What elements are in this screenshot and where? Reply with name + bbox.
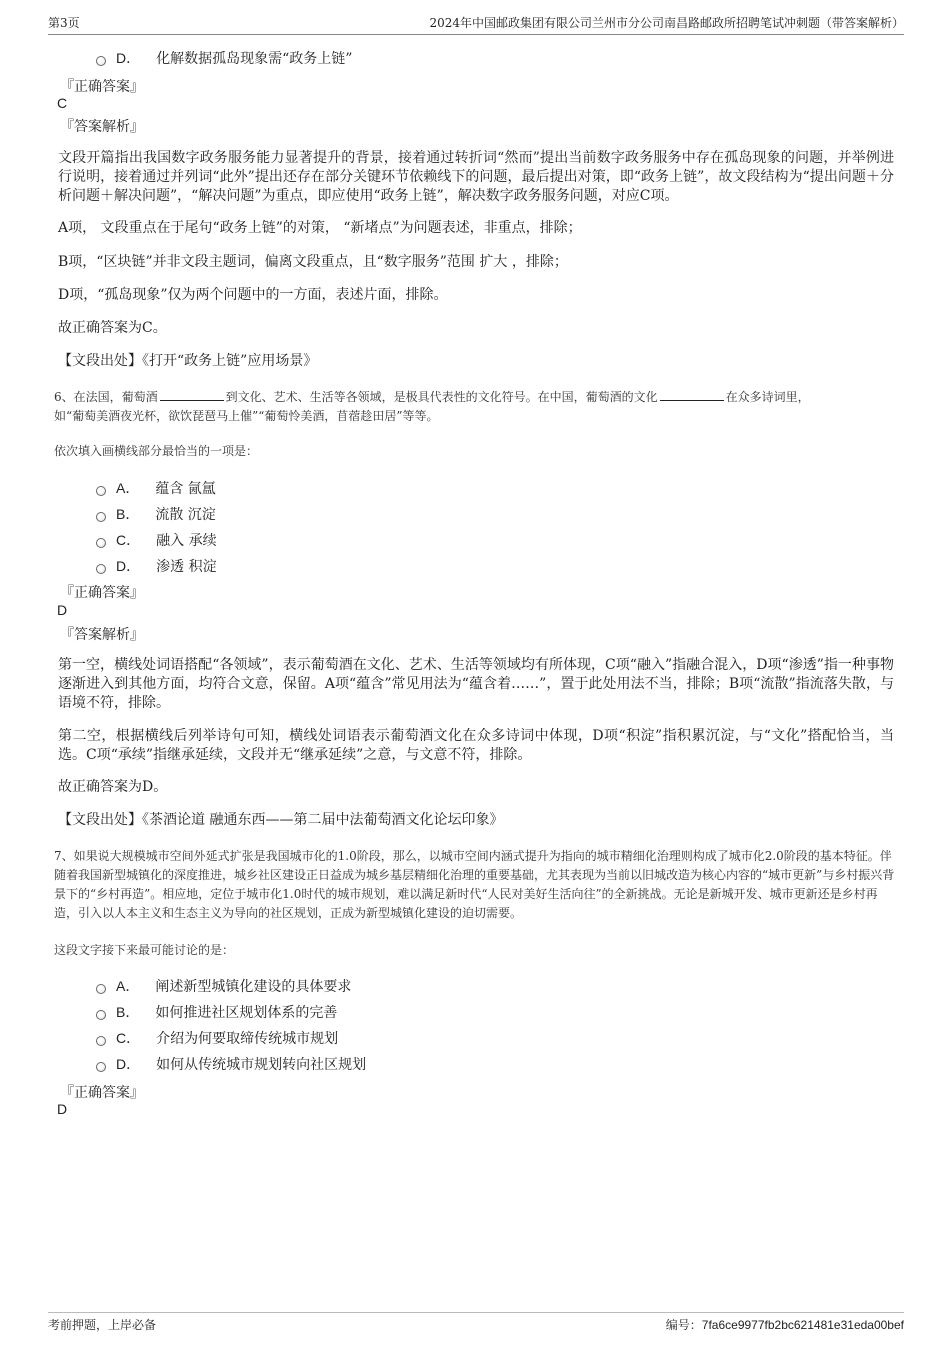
q6-option-a[interactable] — [96, 478, 216, 498]
footer-code — [666, 1316, 904, 1333]
q5-analysis-para-4: D项，“孤岛现象”仅为两个问题中的一方面，表述片面，排除。 — [58, 287, 448, 303]
q6-option-d[interactable] — [96, 556, 217, 576]
option-key: A． — [116, 480, 140, 496]
q7-answer: D — [57, 1101, 68, 1117]
option-text: 阐述新型城镇化建设的具体要求 — [155, 979, 352, 995]
option-text: 融入 承续 — [156, 533, 217, 549]
radio-icon[interactable] — [96, 564, 106, 574]
q7-prompt: 这段文字接下来最可能讨论的是： — [54, 943, 235, 957]
q5-option-d[interactable] — [96, 48, 352, 68]
option-key: C． — [116, 1030, 141, 1046]
q6-prompt: 依次填入画横线部分最恰当的一项是： — [54, 444, 259, 458]
q6-stem-part: 6、在法国，葡萄酒 — [54, 390, 158, 404]
page-header — [48, 14, 904, 35]
radio-icon[interactable] — [96, 538, 106, 548]
q7-answer-label: 『正确答案』 — [60, 1085, 144, 1101]
option-text: 如何推进社区规划体系的完善 — [155, 1005, 338, 1021]
footer-code-value: 7fa6ce9977fb2bc621481e31eda00bef — [701, 1318, 904, 1332]
radio-icon[interactable] — [96, 1036, 106, 1046]
q7-option-c[interactable] — [96, 1028, 338, 1048]
option-key: B． — [116, 506, 140, 522]
option-text: 流散 沉淀 — [155, 507, 216, 523]
option-key: D． — [116, 1056, 141, 1072]
option-text: 如何从传统城市规划转向社区规划 — [156, 1057, 367, 1073]
q7-option-b[interactable] — [96, 1002, 337, 1022]
footer-code-label: 编号： — [665, 1318, 702, 1332]
document-title: 2024年中国邮政集团有限公司兰州市分公司南昌路邮政所招聘笔试冲刺题（带答案解析） — [429, 16, 904, 30]
radio-icon[interactable] — [96, 486, 106, 496]
q6-source: 【文段出处】《茶酒论道 融通东西——第二届中法葡萄酒文化论坛印象》 — [58, 812, 504, 828]
fill-blank — [660, 388, 724, 401]
option-key: D． — [116, 50, 141, 66]
radio-icon[interactable] — [96, 1010, 106, 1020]
q7-option-d[interactable] — [96, 1054, 366, 1074]
q6-option-c[interactable] — [96, 530, 217, 550]
option-key: B． — [116, 1004, 140, 1020]
q7-stem: 7、如果说大规模城市空间外延式扩张是我国城市化的1.0阶段，那么，以城市空间内涵式提升为指向的城市精细化治理则构成了城市化2.0阶段的基本特征。伴随着我国新型城镇化的深度推进，城乡社区建设正日益成为城乡基层精细化治理的重要基础，尤其表现为当前以旧城改造为核心内容的“城市更新”与乡村振兴背景下的“乡村再造”。相应地，定位于城市化1.0时代的城市规划，难以满足新时代“人民对美好生活向往”的全新挑战。无论是新城开发、城市更新还是乡村再造，引入以人本主义和生态主义为导向的社区规划，正成为新型城镇化建设的迫切需要。 — [54, 849, 895, 920]
q6-answer: D — [57, 602, 68, 618]
q5-analysis-para-5: 故正确答案为C。 — [58, 320, 167, 336]
option-key: C． — [116, 532, 141, 548]
radio-icon[interactable] — [96, 984, 106, 994]
q6-analysis-label: 『答案解析』 — [60, 627, 144, 643]
q6-analysis-para-3: 故正确答案为D。 — [58, 779, 168, 795]
option-text: 蕴含 氤氲 — [155, 481, 216, 497]
q6-analysis-para-2: 第二空，根据横线后列举诗句可知，横线处词语表示葡萄酒文化在众多诗词中体现，D项“积淀”指积累沉淀，与“文化”搭配恰当，当选。C项“承续”指继承延续，文段并无“继承延续”之意，与文意不符，排除。 — [58, 728, 894, 763]
option-text: 介绍为何要取缔传统城市规划 — [156, 1031, 339, 1047]
radio-icon[interactable] — [96, 512, 106, 522]
q5-analysis-para-1: 文段开篇指出我国数字政务服务能力显著提升的背景，接着通过转折词“然而”提出当前数字政务服务中存在孤岛现象的问题，并举例进行说明，接着通过并列词“此外”提出还存在部分关键环节依赖线下的问题，最后提出对策，即“政务上链”，故文段结构为“提出问题＋分析问题＋解决问题”，“解决问题”为重点，即应使用“政务上链”，解决数字政务服务问题，对应C项。 — [58, 150, 894, 204]
page-footer — [48, 1312, 904, 1334]
q5-answer-label: 『正确答案』 — [60, 79, 144, 95]
q6-option-b[interactable] — [96, 504, 216, 524]
fill-blank — [160, 388, 224, 401]
option-key: D． — [116, 558, 141, 574]
q5-source: 【文段出处】《打开“政务上链”应用场景》 — [58, 353, 318, 369]
q5-analysis-para-2: A项， 文段重点在于尾句“政务上链”的对策， “新堵点”为问题表述，非重点，排除； — [58, 220, 582, 236]
option-key: A． — [116, 978, 140, 994]
q5-analysis-label: 『答案解析』 — [60, 119, 144, 135]
footer-slogan: 考前押题，上岸必备 — [48, 1318, 157, 1332]
option-text: 化解数据孤岛现象需“政务上链” — [156, 51, 353, 67]
q5-answer: C — [57, 95, 68, 111]
q6-answer-label: 『正确答案』 — [60, 585, 144, 601]
q6-stem-part: 到文化、艺术、生活等各领域，是极具代表性的文化符号。在中国，葡萄酒的文化 — [225, 390, 658, 404]
option-text: 渗透 积淀 — [156, 559, 217, 575]
q7-option-a[interactable] — [96, 976, 351, 996]
radio-icon[interactable] — [96, 56, 106, 66]
q6-analysis-para-1: 第一空，横线处词语搭配“各领域”，表示葡萄酒在文化、艺术、生活等领域均有所体现，C项“融入”指融合混入，D项“渗透”指一种事物逐渐进入到其他方面，均符合文意，保留。A项“蕴含”常见用法为“蕴含着……”，置于此处用法不当，排除；B项“流散”指流落失散，与语境不符，排除。 — [58, 657, 894, 711]
q6-stem-part: 如“葡萄美酒夜光杯，欲饮琵琶马上催”“葡萄怜美酒，苜蓿趁田居”等等。 — [54, 409, 439, 423]
q5-analysis-para-3: B项，“区块链”并非文段主题词，偏离文段重点，且“数字服务”范围 扩大 ，排除； — [58, 254, 568, 270]
q6-stem-part: 在众多诗词里， — [725, 390, 810, 404]
radio-icon[interactable] — [96, 1062, 106, 1072]
page-number: 第3页 — [48, 16, 80, 30]
q6-stem — [54, 388, 896, 426]
